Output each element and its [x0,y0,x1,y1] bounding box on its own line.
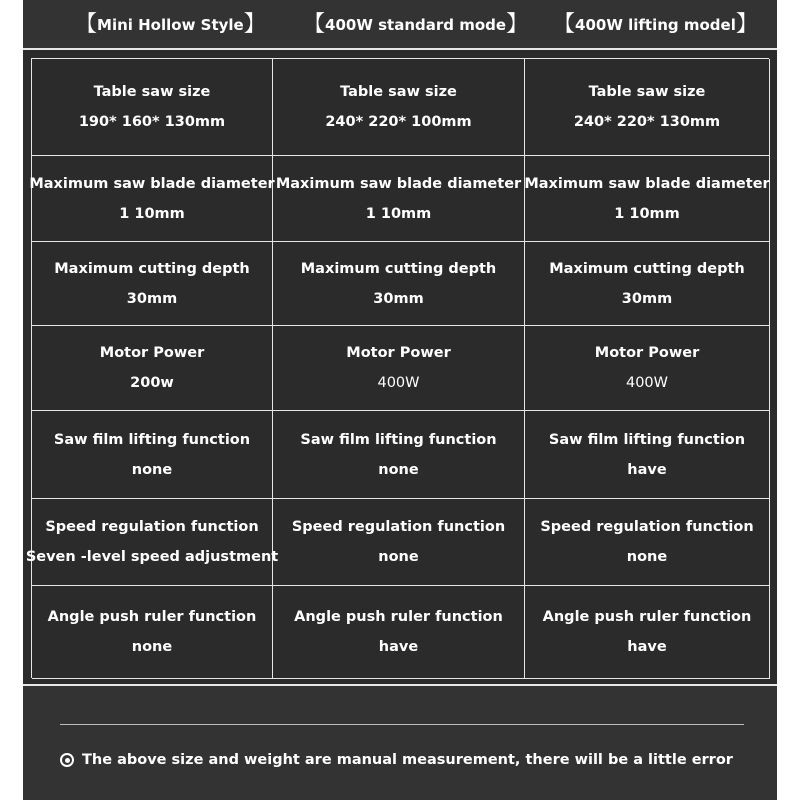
table-cell [25,499,279,586]
cell-label: Angle push ruler function [294,609,503,625]
cell-label: Maximum cutting depth [54,260,250,277]
cell-value: none [378,549,419,565]
cell-label: Maximum saw blade diameter [524,175,770,192]
header-label: Mini Hollow Style [97,16,244,34]
cell-value: 200w [130,375,174,391]
cell-label: Angle push ruler function [47,609,257,625]
table-cell [273,326,525,411]
note-text: The above size and weight are manual measurement, there will be a little error [82,752,733,768]
cell-label: Speed regulation function [540,519,754,535]
cell-label: Maximum saw blade diameter [29,175,275,192]
cell-value: have [627,461,667,478]
cell-value: 30mm [621,290,673,307]
cell-label: Motor Power [346,345,451,361]
table-cell [525,156,770,242]
model-headers [23,0,777,48]
table-cell [273,499,525,586]
spec-table-frame [23,48,777,686]
cell-value: 400W [377,375,420,391]
cell-value: 1 10mm [119,205,185,222]
table-cell [525,411,770,499]
table-cell [32,59,273,156]
measurement-note [60,748,733,772]
cell-value: have [378,639,419,655]
cell-value: 240* 220* 100mm [325,114,472,130]
header-label: 400W lifting model [575,16,736,34]
spec-panel [23,0,777,800]
table-cell [525,586,770,679]
table-cell [273,59,525,156]
table-cell [273,156,525,242]
cell-label: Saw film lifting function [53,431,251,448]
table-cell [525,59,770,156]
cell-label: Angle push ruler function [542,609,752,625]
cell-label: Speed regulation function [291,519,506,535]
table-cell [29,156,275,242]
table-cell [525,326,770,411]
cell-label: Motor Power [594,345,700,361]
spec-table [25,58,770,678]
cell-value: 1 10mm [365,205,432,222]
cell-value: 190* 160* 130mm [78,114,226,130]
cell-value: none [131,639,173,655]
footer-divider [60,724,744,725]
cell-label: Saw film lifting function [548,431,746,448]
cell-value: none [626,549,668,565]
table-cell [525,242,770,326]
cell-value: 30mm [126,290,178,307]
cell-label: Maximum cutting depth [300,260,497,277]
table-cell [273,586,525,679]
header-label: 400W standard mode [325,16,507,34]
cell-value: 240* 220* 130mm [573,114,721,130]
table-cell [32,586,273,679]
table-cell [273,411,525,499]
cell-value: none [131,461,173,478]
table-cell [32,242,273,326]
cell-label: Saw film lifting function [300,431,497,448]
cell-label: Motor Power [99,345,205,361]
cell-value: have [627,639,667,655]
radio-bullet-icon [60,753,74,767]
cell-value: 400W [625,375,668,391]
cell-label: Table saw size [93,84,211,100]
header-lifting-model: 【400W lifting model】 [553,12,758,37]
cell-label: Speed regulation function [45,519,259,535]
cell-label: Maximum saw blade diameter [275,175,522,192]
cell-label: Table saw size [588,84,706,100]
cell-value: 30mm [373,290,424,307]
header-mini-hollow: 【Mini Hollow Style】 [75,12,266,37]
table-cell [32,326,273,411]
cell-value: Seven -level speed adjustment [25,549,279,565]
table-cell [273,242,525,326]
cell-label: Maximum cutting depth [549,260,745,277]
table-cell [32,411,273,499]
header-standard-mode: 【400W standard mode】 [303,12,529,37]
cell-label: Table saw size [340,84,457,100]
cell-value: none [378,461,419,478]
cell-value: 1 10mm [614,205,680,222]
table-cell [525,499,770,586]
